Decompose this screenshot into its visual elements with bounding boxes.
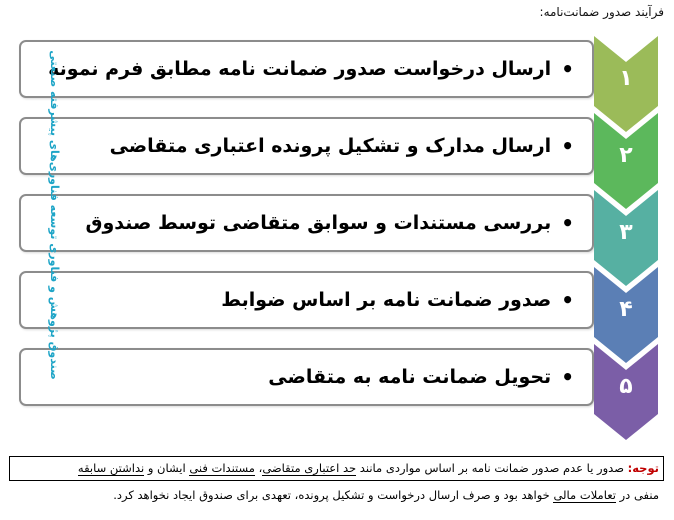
step-label: تحویل ضمانت نامه به متقاضی <box>268 366 552 388</box>
step-text <box>85 196 574 250</box>
note-underlined-term: نداشتن سابقه <box>77 461 145 475</box>
bullet-icon: • <box>561 134 574 158</box>
step-number: ۳ <box>619 220 633 245</box>
note-underlined-term: حد اعتباری متقاضی <box>262 461 357 475</box>
step-number: ۲ <box>619 143 633 168</box>
step-chevron <box>594 344 658 440</box>
step-label: ارسال درخواست صدور ضمانت نامه مطابق فرم نمونه <box>48 58 552 80</box>
note-text: ایشان و <box>144 461 190 475</box>
bullet-icon: • <box>561 57 574 81</box>
step-text <box>48 42 574 96</box>
bullet-icon: • <box>561 365 574 389</box>
step-box <box>19 194 594 252</box>
step-box <box>19 40 594 98</box>
note-underlined-term: مستندات فنی <box>189 461 255 475</box>
note-line-2 <box>9 482 659 509</box>
note-text: صدور یا عدم صدور ضمانت نامه بر اساس مواردی مانند <box>356 461 628 475</box>
step-number: ۱ <box>619 66 633 91</box>
step-label: بررسی مستندات و سوابق متقاضی توسط صندوق <box>85 212 552 234</box>
step-box <box>19 348 594 406</box>
bullet-icon: • <box>561 288 574 312</box>
step-label: ارسال مدارک و تشکیل پرونده اعتباری متقاضی <box>109 135 552 157</box>
step-text <box>221 273 574 327</box>
page-heading: فرآیند صدور ضمانت‌نامه: <box>539 5 664 19</box>
note-label: توجه: <box>627 461 659 475</box>
step-label: صدور ضمانت نامه بر اساس ضوابط <box>221 289 552 311</box>
note-text: خواهد بود و صرف ارسال درخواست و تشکیل پرونده، تعهدی برای صندوق ایجاد نخواهد کرد. <box>113 488 554 502</box>
note-text: ، <box>254 461 263 475</box>
bullet-icon: • <box>561 211 574 235</box>
note-text: منفی در <box>615 488 659 502</box>
vertical-fund-label: صندوق پژوهش و فناوری توسعه فناوری‌های پیشرفته صنعتی <box>48 50 61 380</box>
step-text <box>268 350 574 404</box>
step-text <box>110 119 574 173</box>
step-number: ۵ <box>619 374 633 399</box>
note-line-1 <box>9 455 659 482</box>
note-underlined-term: تعاملات مالی <box>553 488 616 502</box>
note <box>9 455 663 509</box>
step-box <box>19 271 594 329</box>
step-number: ۴ <box>619 297 633 322</box>
step-box <box>19 117 594 175</box>
